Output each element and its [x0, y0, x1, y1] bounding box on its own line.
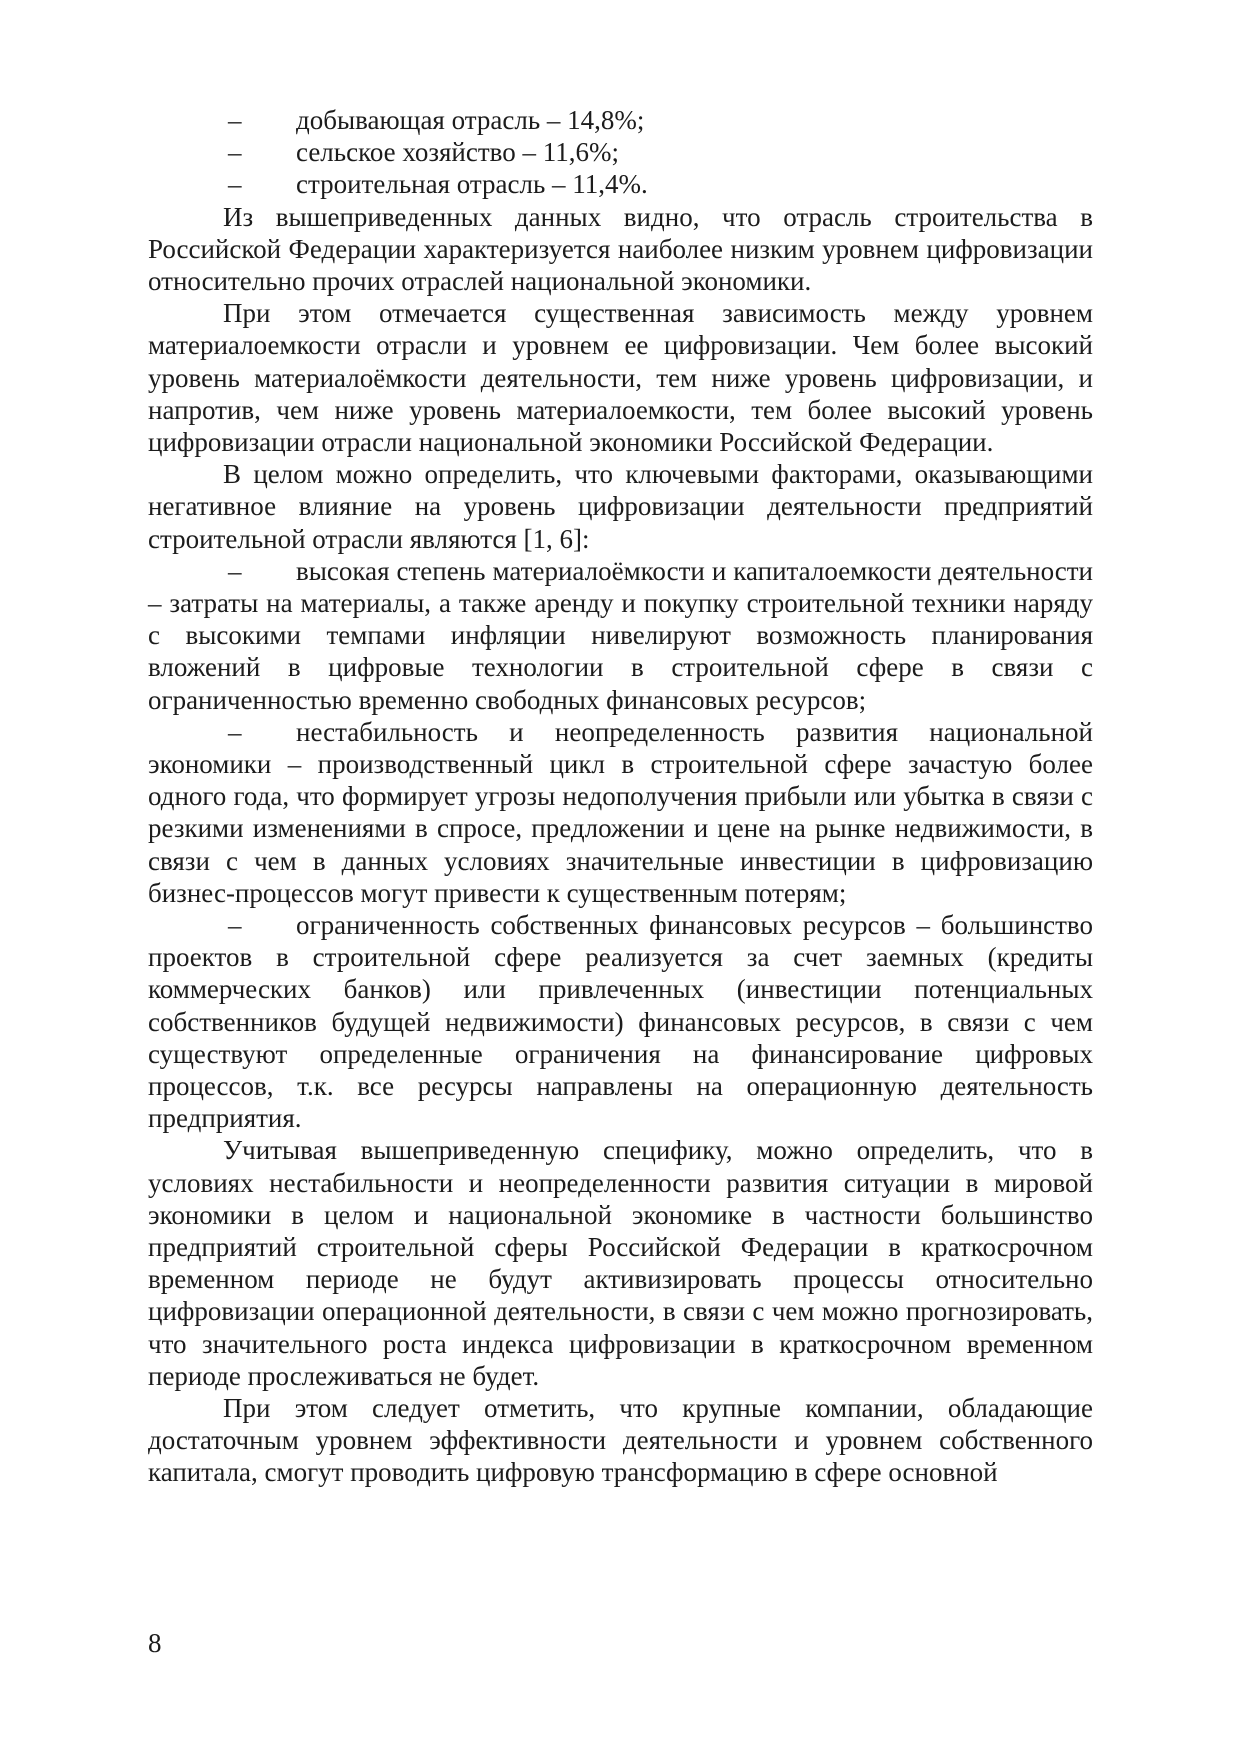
list-dash: – — [228, 137, 242, 168]
list-item-text: сельское хозяйство – 11,6%; — [296, 137, 619, 168]
factor-item — [148, 716, 1093, 909]
list-dash: – — [228, 555, 242, 586]
list-item-text: добывающая отрасль – 14,8%; — [296, 105, 645, 135]
list-dash: – — [228, 105, 242, 135]
paragraph-5: При этом следует отметить, что крупные компании, обладающие достаточным уровнем эффективности деятельности и уровнем собственного капитала, смогут проводить цифровую трансформацию в сфере основной — [148, 1393, 1093, 1488]
list-item — [148, 104, 1093, 136]
list-item — [148, 168, 1093, 200]
paragraph-2: При этом отмечается существенная зависимость между уровнем материалоемкости отрасли и уровнем ее цифровизации. Чем более высокий уровень материалоёмкости деятельности, тем ниже уровень цифровизации, и напротив, чем ниже уровень материалоемкости, тем более высокий уровень цифровизации отрасли национальной экономики Российской Федерации. — [148, 298, 1093, 457]
paragraph-1: Из вышеприведенных данных видно, что отрасль строительства в Российской Федерации характеризуется наиболее низким уровнем цифровизации относительно прочих отраслей национальной экономики. — [148, 201, 1093, 296]
list-dash: – — [228, 169, 242, 200]
factor-item — [148, 909, 1093, 1134]
page-number: 8 — [148, 1628, 162, 1658]
paragraph-4: Учитывая вышеприведенную специфику, можно определить, что в условиях нестабильности и неопределенности развития ситуации в мировой экономики в целом и национальной экономике в частности большинство предприятий строительной сферы Российской Федерации в краткосрочном временном периоде не будут активизировать процессы относительно цифровизации операционной деятельности, в связи с чем можно прогнозировать, что значительного роста индекса цифровизации в краткосрочном временном периоде прослеживаться не будет. — [148, 1135, 1093, 1391]
list-item-text: строительная отрасль – 11,4%. — [296, 169, 648, 200]
page-body — [148, 104, 1093, 1489]
factor-text: ограниченность собственных финансовых ресурсов – большинство проектов в строительной сфере реализуется за счет заемных (кредиты коммерческих банков) или привлеченных (инвестиции потенциальных собственников будущей недвижимости) финансовых ресурсов, в связи с чем существуют определенные ограничения на финансирование цифровых процессов, т.к. все ресурсы направлены на операционную деятельность предприятия. — [148, 910, 1093, 1134]
paragraph-3: В целом можно определить, что ключевыми факторами, оказывающими негативное влияние на уровень цифровизации деятельности предприятий строительной отрасли являются [1, 6]: — [148, 459, 1093, 554]
factor-item — [148, 555, 1093, 716]
factor-text: высокая степень материалоёмкости и капиталоемкости деятельности – затраты на материалы, а также аренду и покупку строительной техники наряду с высокими темпами инфляции нивелируют возможность планирования вложений в цифровые технологии в строительной сфере в связи с ограниченностью временно свободных финансовых ресурсов; — [148, 555, 1093, 715]
list-dash: – — [228, 910, 242, 941]
list-dash: – — [228, 716, 242, 747]
factor-text: нестабильность и неопределенность развития национальной экономики – производственный цикл в строительной сфере зачастую более одного года, что формирует угрозы недополучения прибыли или убытка в связи с резкими изменениями в спросе, предложении и цене на рынке недвижимости, в связи с чем в данных условиях значительные инвестиции в цифровизацию бизнес-процессов могут привести к существенным потерям; — [148, 716, 1093, 908]
list-item — [148, 136, 1093, 168]
